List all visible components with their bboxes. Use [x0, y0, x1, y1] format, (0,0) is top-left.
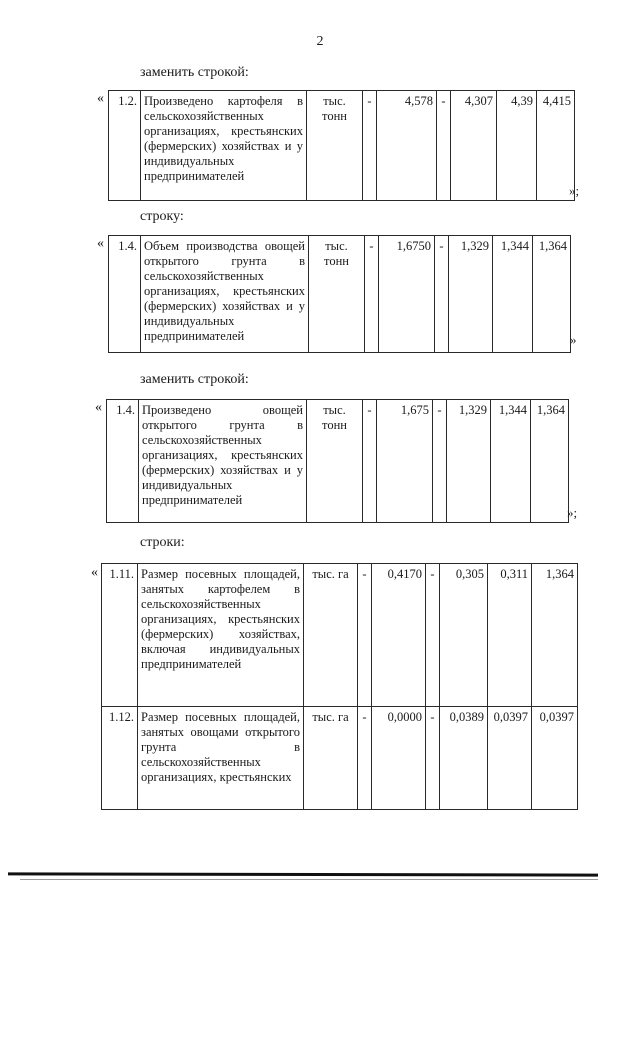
table-row — [107, 400, 569, 523]
row-number: 1.12. — [102, 707, 138, 810]
row-value-3: - — [437, 91, 451, 201]
row-value-5: 1,344 — [491, 400, 531, 523]
row-value-6: 4,415 — [537, 91, 575, 201]
row-description: Произведено картофеля в сельскохозяйственных организациях, крестьянских (фермерских) хозяйствах и у индивидуальных предпринимателей — [141, 91, 307, 201]
row-value-4: 4,307 — [451, 91, 497, 201]
footer-rule — [8, 872, 598, 876]
indicator-table — [101, 563, 578, 810]
row-value-1: - — [363, 400, 377, 523]
open-quote: « — [97, 91, 104, 106]
row-unit: тыс. тонн — [307, 400, 363, 523]
row-number: 1.4. — [109, 236, 141, 353]
table-row — [109, 91, 575, 201]
row-value-5: 0,0397 — [488, 707, 532, 810]
row-value-4: 1,329 — [447, 400, 491, 523]
row-value-2: 4,578 — [377, 91, 437, 201]
indicator-table — [106, 399, 569, 523]
row-value-2: 0,0000 — [372, 707, 426, 810]
close-quote: »; — [567, 505, 578, 520]
row-value-3: - — [433, 400, 447, 523]
row-value-2: 1,6750 — [379, 236, 435, 353]
open-quote: « — [95, 400, 102, 415]
section-intro: заменить строкой: — [140, 65, 249, 80]
row-value-3: - — [426, 564, 440, 707]
row-value-4: 0,0389 — [440, 707, 488, 810]
row-number: 1.11. — [102, 564, 138, 707]
indicator-table — [108, 90, 575, 201]
row-unit: тыс. тонн — [309, 236, 365, 353]
row-value-1: - — [358, 564, 372, 707]
open-quote: « — [91, 565, 98, 580]
row-description: Объем производства овощей открытого грунта в сельскохозяйственных организациях, крестьянских (фермерских) хозяйствах и у индивидуальных предпринимателей — [141, 236, 309, 353]
section-intro: строки: — [140, 535, 185, 550]
row-description: Произведено овощей открытого грунта в сельскохозяйственных организациях, крестьянских (фермерских) хозяйствах и у индивидуальных предпринимателей — [139, 400, 307, 523]
table-row — [102, 564, 578, 707]
row-value-6: 0,0397 — [532, 707, 578, 810]
indicator-table — [108, 235, 571, 353]
footer-rule-faint — [20, 879, 598, 880]
row-value-2: 0,4170 — [372, 564, 426, 707]
row-value-5: 4,39 — [497, 91, 537, 201]
row-unit: тыс. тонн — [307, 91, 363, 201]
row-description: Размер посевных площадей, занятых картофелем в сельскохозяйственных организациях, крестьянских (фермерских) хозяйствах, включая индивидуальных предпринимателей — [138, 564, 304, 707]
open-quote: « — [97, 236, 104, 251]
row-number: 1.4. — [107, 400, 139, 523]
row-value-5: 0,311 — [488, 564, 532, 707]
page-number: 2 — [316, 34, 324, 49]
table-row — [109, 236, 571, 353]
section-intro: заменить строкой: — [140, 372, 249, 387]
row-value-4: 1,329 — [449, 236, 493, 353]
row-unit: тыс. га — [304, 707, 358, 810]
section-intro: строку: — [140, 209, 184, 224]
row-number: 1.2. — [109, 91, 141, 201]
row-value-6: 1,364 — [533, 236, 571, 353]
row-value-5: 1,344 — [493, 236, 533, 353]
row-value-1: - — [365, 236, 379, 353]
row-unit: тыс. га — [304, 564, 358, 707]
row-value-3: - — [435, 236, 449, 353]
row-value-6: 1,364 — [531, 400, 569, 523]
table-row — [102, 707, 578, 810]
row-value-4: 0,305 — [440, 564, 488, 707]
close-quote: »; — [569, 183, 580, 198]
row-value-6: 1,364 — [532, 564, 578, 707]
row-description: Размер посевных площадей, занятых овощами открытого грунта в сельскохозяйственных организациях, крестьянских — [138, 707, 304, 810]
row-value-2: 1,675 — [377, 400, 433, 523]
row-value-1: - — [358, 707, 372, 810]
close-quote: » — [570, 332, 577, 347]
row-value-3: - — [426, 707, 440, 810]
row-value-1: - — [363, 91, 377, 201]
